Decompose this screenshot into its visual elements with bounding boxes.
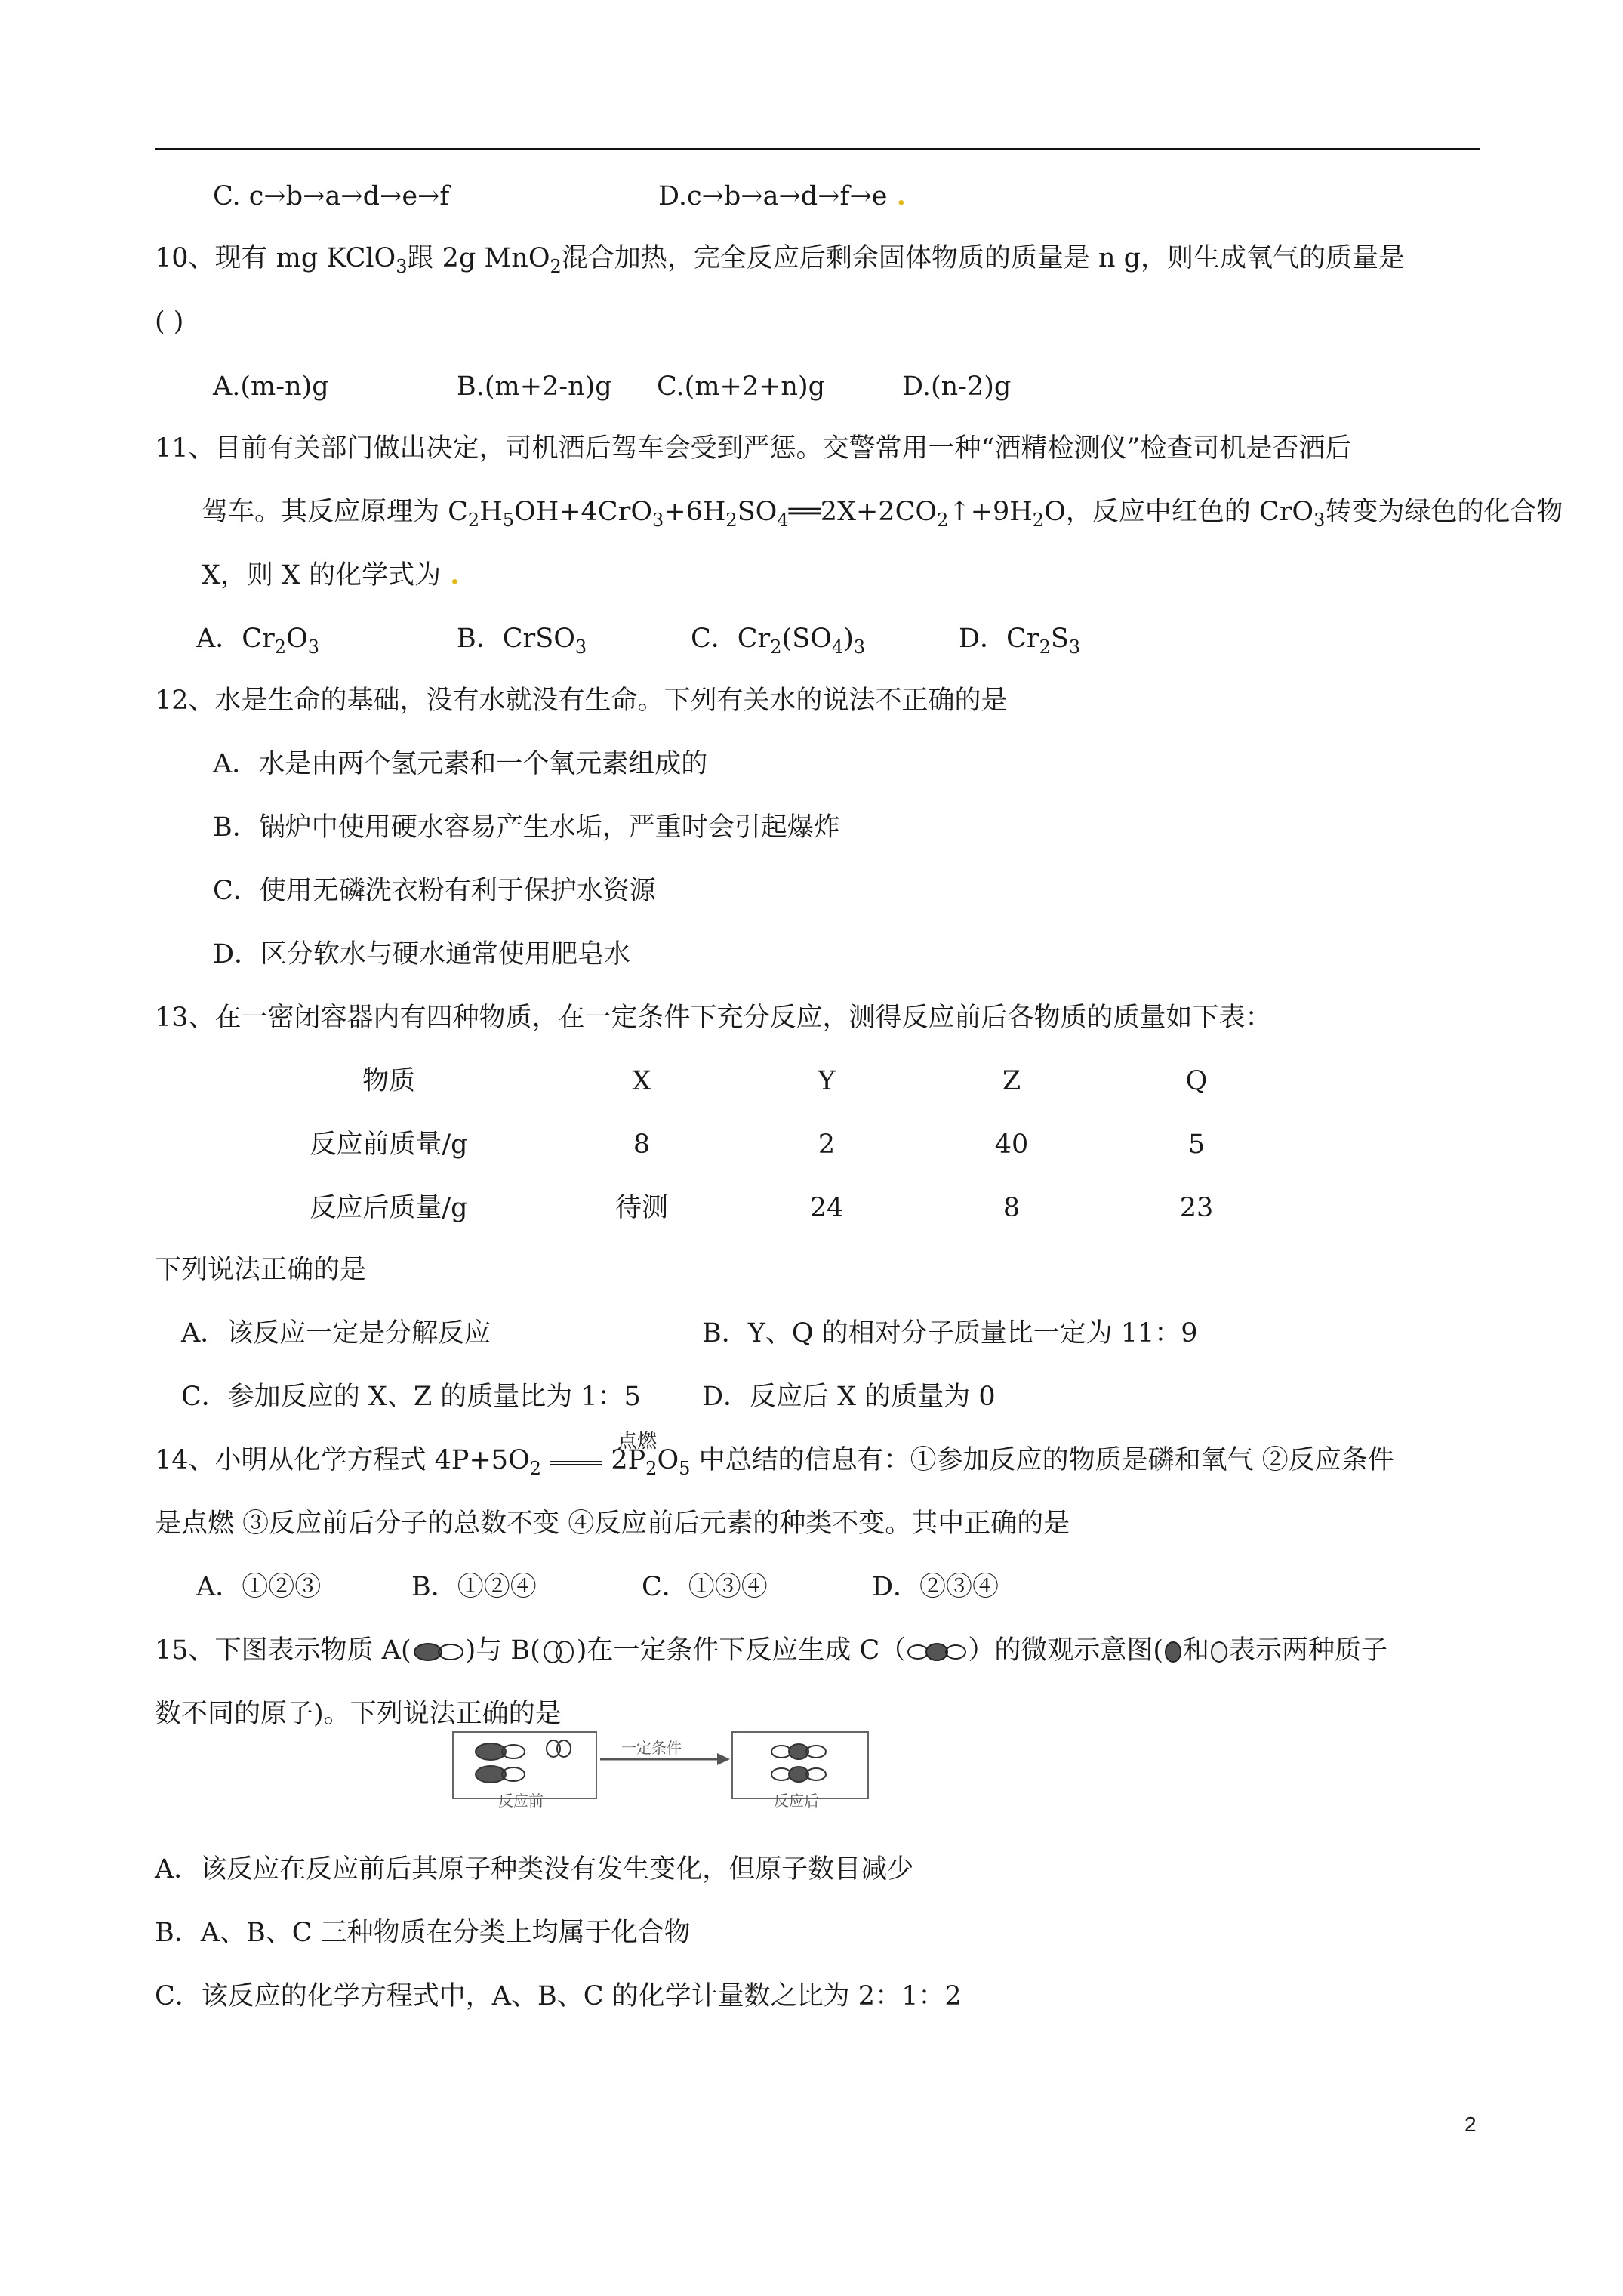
q15-option-b: B．A、B、C 三种物质在分类上均属于化合物	[155, 1918, 691, 1948]
q15-option-a: A．该反应在反应前后其原子种类没有发生变化，但原子数目减少	[155, 1854, 914, 1885]
q10-option-d: D.(n-2)g	[902, 371, 1012, 402]
q13-table-cell: 8	[1002, 1193, 1021, 1223]
q13-prompt: 下列说法正确的是	[155, 1255, 367, 1285]
header-rule	[155, 148, 1480, 150]
q13-table-cell: 待测	[614, 1193, 668, 1223]
q12-option-d: D．区分软水与硬水通常使用肥皂水	[213, 939, 631, 969]
dark-atom-icon	[1163, 1640, 1183, 1664]
q14-option-a: A．①②③	[196, 1572, 322, 1602]
q13-table-header: Q	[1185, 1066, 1208, 1096]
q9-option-d: D.c→b→a→d→f→e .	[658, 180, 906, 211]
page-number: 2	[1464, 2113, 1477, 2136]
q13-table-cell: 23	[1179, 1193, 1214, 1223]
q13-table-cell: 2	[818, 1130, 836, 1160]
q15-option-c: C．该反应的化学方程式中，A、B、C 的化学计量数之比为 2：1：2	[155, 1981, 962, 2011]
q14-option-b: B．①②④	[411, 1572, 537, 1602]
q13-table-header: Z	[1002, 1066, 1021, 1096]
q13-table-cell: 8	[633, 1130, 651, 1160]
q13-table-cell: 24	[809, 1193, 844, 1223]
q12-stem: 12、水是生命的基础，没有水就没有生命。下列有关水的说法不正确的是	[155, 686, 1008, 716]
q11-option-d: D．$Cr_2S_3$	[959, 624, 1081, 658]
q12-option-b: B．锅炉中使用硬水容易产生水垢，严重时会引起爆炸	[213, 812, 840, 843]
q12-option-a: A．水是由两个氢元素和一个氧元素组成的	[213, 749, 708, 779]
q11-option-a: A．$Cr_2O_3$	[196, 624, 320, 658]
q14-option-d: D．②③④	[872, 1572, 999, 1602]
q13-table-header: Y	[818, 1066, 836, 1096]
q13-table-header: X	[632, 1066, 651, 1096]
q10-option-b: B.(m+2-n)g	[457, 371, 612, 402]
q13-stem: 13、在一密闭容器内有四种物质，在一定条件下充分反应，测得反应前后各物质的质量如下表：	[155, 1003, 1272, 1033]
q12-option-c: C．使用无磷洗衣粉有利于保护水资源	[213, 876, 656, 906]
after-label: 反应后	[774, 1792, 819, 1809]
q11-option-b: B．CrSO$_3$	[457, 624, 587, 658]
q15-stem-line1: 15、下图表示物质 A( )与 B( )在一定条件下反应生成 C（ ）的微观示意图( 和 表示两种质子	[155, 1635, 1387, 1666]
molecule-b-icon	[547, 1740, 560, 1757]
arrow-label: 一定条件	[621, 1739, 682, 1757]
light-atom-icon	[1209, 1640, 1229, 1664]
molecule-b-icon	[540, 1639, 577, 1665]
q11-option-c: C．$Cr_2(SO_4)_3$	[691, 624, 866, 658]
q13-option-c: C．参加反应的 X、Z 的质量比为 1：5	[181, 1382, 641, 1412]
q15-reaction-diagram	[449, 1726, 872, 1809]
q13-table-cell: 40	[994, 1130, 1029, 1160]
q13-table-cell: 反应前质量/g	[310, 1130, 468, 1160]
q13-option-b: B．Y、Q 的相对分子质量比一定为 11：9	[702, 1318, 1198, 1348]
q13-option-a: A．该反应一定是分解反应	[181, 1318, 491, 1348]
q13-table-cell: 5	[1187, 1130, 1206, 1160]
q13-table-cell: 反应后质量/g	[310, 1193, 468, 1223]
q14-option-c: C．①③④	[642, 1572, 768, 1602]
before-box	[453, 1732, 596, 1798]
molecule-c-icon	[906, 1641, 968, 1663]
q14-stem-line2: 是点燃 ③反应前后分子的总数不变 ④反应前后元素的种类不变。其中正确的是	[155, 1509, 1070, 1539]
q11-stem-line2: 驾车。其反应原理为 $C_2H_5OH+4CrO_3+6H_2SO_4══2X+2CO_2↑+9H_2O$，反应中红色的 CrO$_3$转变为绿色的化合物	[202, 497, 1563, 531]
q15-stem-line2: 数不同的原子)。下列说法正确的是	[155, 1699, 562, 1729]
after-box	[732, 1732, 868, 1798]
q13-option-d: D．反应后 X 的质量为 0	[702, 1382, 996, 1412]
q10-option-c: C.(m+2+n)g	[657, 371, 826, 402]
q10-stem: 10、现有 mg KClO$_3$跟 2g MnO$_2$混合加热，完全反应后剩余固体物质的质量是 n g，则生成氧气的质量是	[155, 243, 1406, 277]
q14-reaction-condition: 点燃	[617, 1430, 658, 1453]
q10-option-a: A.(m-n)g	[213, 371, 329, 402]
q10-answer-paren: ( )	[155, 307, 184, 337]
molecule-a-icon	[411, 1641, 466, 1663]
before-label: 反应前	[498, 1792, 544, 1809]
q11-stem-line1: 11、目前有关部门做出决定，司机酒后驾车会受到严惩。交警常用一种“酒精检测仪”检查司机是否酒后	[155, 433, 1352, 464]
q14-stem-line1: 14、小明从化学方程式 $4P+5O_2$ $2P_2O_5$ 中总结的信息有：①参加反应的物质是磷和氧气 ②反应条件	[155, 1445, 1394, 1479]
q9-option-c: C. c→b→a→d→e→f	[213, 181, 450, 211]
q11-stem-line3: X，则 X 的化学式为 .	[202, 559, 460, 590]
q13-table-header: 物质	[362, 1066, 415, 1096]
